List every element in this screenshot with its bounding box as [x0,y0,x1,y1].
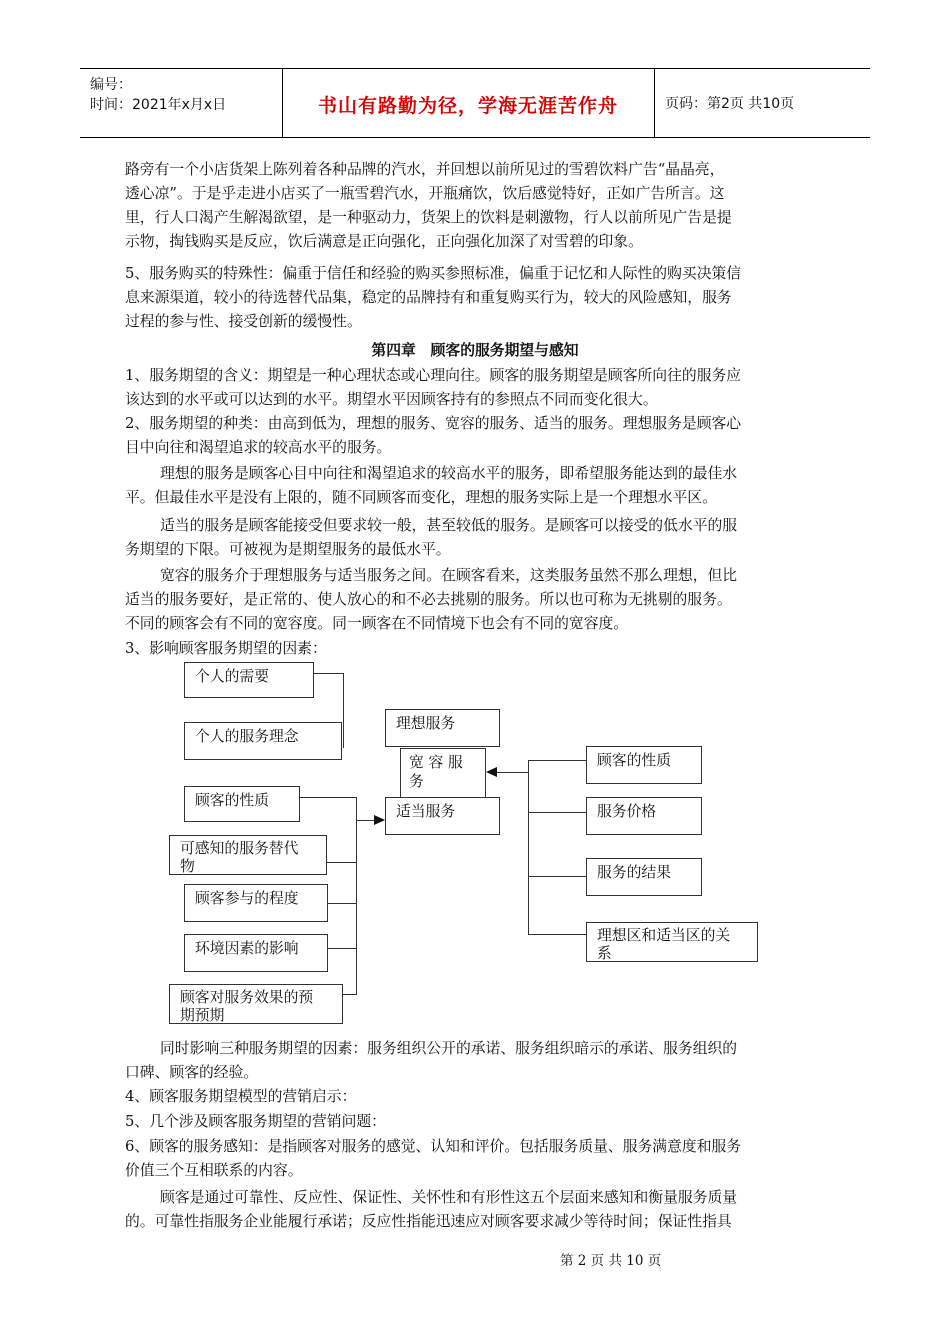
box-personal-philosophy: 个人的服务理念 [184,722,342,760]
connector-line [343,994,357,995]
box-tolerant-service [400,748,486,798]
connector-line [328,903,357,904]
paragraph-2 [125,262,825,334]
text-line: 顾客是通过可靠性、反应性、保证性、关怀性和有形性这五个层面来感知和衡量服务质量 [160,1189,738,1206]
text-line: 息来源渠道，较小的待选替代品集，稳定的品牌持有和重复购买行为，较大的风险感知，服务 [125,289,732,306]
page-footer: 第 2 页 共 10 页 [560,1253,662,1269]
text-line: 示物，掏钱购买是反应，饮后满意是正向强化，正向强化加深了对雪碧的印象。 [125,233,643,250]
box-personal-needs: 个人的需要 [184,662,314,698]
text-line: 口碑、顾客的经验。 [125,1064,259,1081]
connector-line [356,797,357,995]
connector-line [528,876,586,877]
paragraph-4 [125,412,825,460]
page-label: 页码：第2页 共10页 [665,96,795,112]
box-zone-relation [586,922,758,962]
connector-line [528,760,529,935]
text-line: 同时影响三种服务期望的因素：服务组织公开的承诺、服务组织暗示的承诺、服务组织的 [160,1040,738,1057]
text-line: 价值三个互相联系的内容。 [125,1162,303,1179]
arrow-left-icon [486,766,498,778]
box-right-customer-nature: 顾客的性质 [586,746,702,784]
connector-line [497,772,528,773]
motto: 书山有路勤为径，学海无涯苦作舟 [317,95,618,117]
header-meta [90,75,226,115]
box-perceived-substitutes [169,835,327,875]
page-header [80,68,870,138]
box-service-price: 服务价格 [586,797,702,835]
arrow-right-icon [374,814,386,826]
text-line: 宽容的服务介于理想服务与适当服务之间。在顾客看来，这类服务虽然不那么理想，但比 [160,567,738,584]
paragraph-13 [125,1186,825,1234]
text-line: 目中向往和渴望追求的较高水平的服务。 [125,439,392,456]
number-label: 编号： [90,77,132,93]
paragraph-10: 4、顾客服务期望模型的营销启示： [125,1088,357,1105]
text-line: 不同的顾客会有不同的宽容度。同一顾客在不同情境下也会有不同的宽容度。 [125,615,629,632]
header-divider [654,69,655,137]
chapter-title: 第四章 顾客的服务期望与感知 [371,342,579,359]
box-adequate-service: 适当服务 [385,797,500,835]
text-line: 适当的服务是顾客能接受但要求较一般，甚至较低的服务。是顾客可以接受的低水平的服 [160,517,738,534]
box-ideal-service: 理想服务 [385,709,500,747]
time-label: 时间：2021年x月x日 [90,97,227,113]
connector-line [328,948,357,949]
connector-line [314,673,344,674]
paragraph-7 [125,564,825,636]
text-line: 过程的参与性、接受创新的缓慢性。 [125,313,362,330]
connector-line [528,760,586,761]
connector-line [343,673,344,748]
box-text-line: 顾客对服务效果的预 [180,989,314,1006]
paragraph-3 [125,364,825,412]
paragraph-9 [125,1037,825,1085]
text-line: 的。可靠性指服务企业能履行承诺；反应性指能迅速应对顾客要求减少等待时间；保证性指具 [125,1213,732,1230]
text-line: 5、服务购买的特殊性：偏重于信任和经验的购买参照标准，偏重于记忆和人际性的购买决策信 [125,265,742,282]
box-text-line: 期预期 [180,1007,225,1024]
text-line: 理想的服务是顾客心目中向往和渴望追求的较高水平的服务，即希望服务能达到的最佳水 [160,465,738,482]
box-text-line: 可感知的服务替代 [180,840,299,857]
text-line: 2、服务期望的种类：由高到低为，理想的服务、宽容的服务、适当的服务。理想服务是顾客心 [125,415,742,432]
connector-line [528,812,586,813]
connector-line [528,934,586,935]
box-environment: 环境因素的影响 [184,934,328,972]
text-line: 该达到的水平或可以达到的水平。期望水平因顾客持有的参照点不同而变化很大。 [125,391,658,408]
text-line: 1、服务期望的含义：期望是一种心理状态或心理向往。顾客的服务期望是顾客所向往的服务应 [125,367,742,384]
box-left-customer-nature: 顾客的性质 [184,786,300,822]
text-line: 路旁有一个小店货架上陈列着各种品牌的汽水，并回想以前所见过的雪碧饮料广告“晶晶亮， [125,161,725,178]
paragraph-5 [125,462,825,510]
connector-line [300,797,357,798]
connector-line [356,820,376,821]
box-participation: 顾客参与的程度 [184,884,328,922]
box-text-line: 系 [597,945,612,962]
text-line: 里，行人口渴产生解渴欲望，是一种驱动力，货架上的饮料是刺激物，行人以前所见广告是提 [125,209,732,226]
box-text-line: 理想区和适当区的关 [597,927,731,944]
text-line: 平。但最佳水平是没有上限的，随不同顾客而变化，理想的服务实际上是一个理想水平区。 [125,489,717,506]
box-service-result: 服务的结果 [586,858,702,896]
connector-line [327,862,357,863]
paragraph-6 [125,514,825,562]
paragraph-12 [125,1135,825,1183]
box-text-line: 宽 容 服 [409,754,463,771]
box-text-line: 务 [409,773,424,790]
text-line: 透心凉”。于是乎走进小店买了一瓶雪碧汽水，开瓶痛饮，饮后感觉特好，正如广告所言。这 [125,185,725,202]
text-line: 适当的服务要好，是正常的、使人放心的和不必去挑剔的服务。所以也可称为无挑剔的服务。 [125,591,732,608]
text-line: 6、顾客的服务感知：是指顾客对服务的感觉、认知和评价。包括服务质量、服务满意度和服务 [125,1138,742,1155]
text-line: 务期望的下限。可被视为是期望服务的最低水平。 [125,541,451,558]
box-text-line: 物 [180,858,195,875]
paragraph-8: 3、影响顾客服务期望的因素： [125,640,327,657]
box-effect-expectation [169,984,343,1024]
paragraph-1 [125,158,825,254]
paragraph-11: 5、几个涉及顾客服务期望的营销问题： [125,1113,386,1130]
